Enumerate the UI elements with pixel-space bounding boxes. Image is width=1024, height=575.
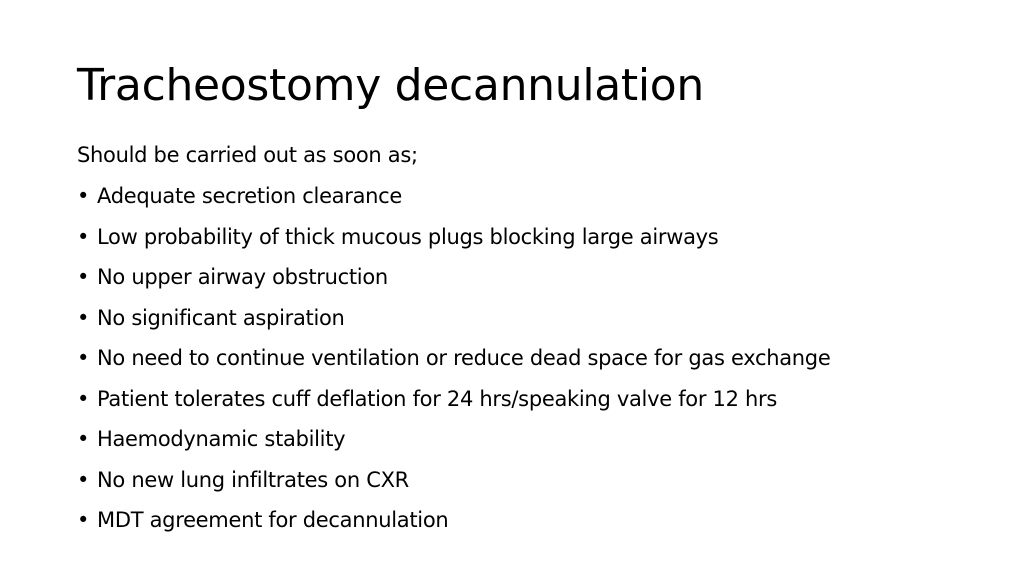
bullet-text: No upper airway obstruction: [97, 265, 388, 289]
bullet-item: [77, 500, 997, 541]
bullet-dot-icon: •: [77, 508, 90, 532]
bullet-dot-icon: •: [77, 305, 90, 330]
bullet-text: No need to continue ventilation or reduce dead space for gas exchange: [97, 346, 831, 370]
bullet-text: Low probability of thick mucous plugs blocking large airways: [97, 224, 719, 249]
bullet-text: Adequate secretion clearance: [97, 184, 403, 208]
slide-title: Tracheostomy decannulation: [77, 60, 704, 111]
bullet-dot-icon: •: [77, 427, 90, 451]
bullet-dot-icon: •: [77, 386, 90, 411]
bullet-item: [77, 217, 997, 258]
bullet-dot-icon: •: [77, 346, 90, 370]
bullet-text: Patient tolerates cuff deflation for 24 hrs/speaking valve for 12 hrs: [97, 386, 778, 411]
bullet-item: [77, 338, 997, 379]
bullet-list: [77, 176, 997, 541]
bullet-item: [77, 460, 997, 501]
bullet-text: No new lung infiltrates on CXR: [97, 467, 409, 492]
bullet-dot-icon: •: [77, 467, 90, 492]
bullet-item: [77, 298, 997, 339]
intro-text: Should be carried out as soon as;: [77, 143, 418, 167]
slide-body: [77, 136, 997, 541]
bullet-text: MDT agreement for decannulation: [97, 508, 449, 532]
bullet-text: No significant aspiration: [97, 305, 345, 330]
bullet-dot-icon: •: [77, 265, 90, 289]
bullet-item: [77, 419, 997, 460]
bullet-text: Haemodynamic stability: [97, 427, 346, 451]
bullet-dot-icon: •: [77, 184, 90, 208]
bullet-dot-icon: •: [77, 224, 90, 249]
bullet-item: [77, 379, 997, 420]
bullet-item: [77, 257, 997, 298]
bullet-item: [77, 176, 997, 217]
